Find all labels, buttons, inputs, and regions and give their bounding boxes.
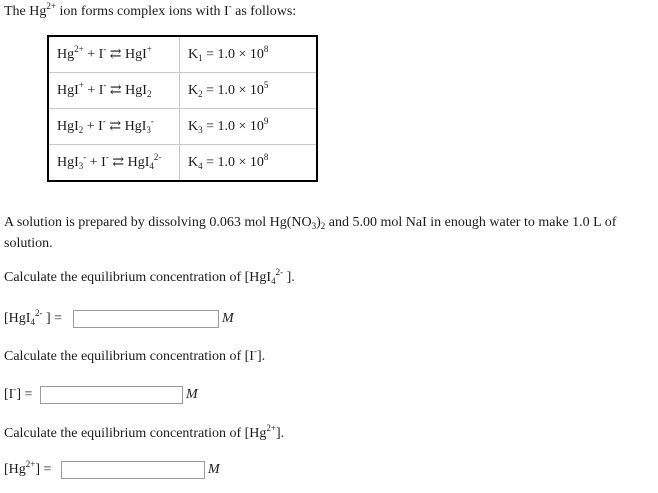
problem-statement: A solution is prepared by dissolving 0.063 mol $Hg(NO_3)_2$ and 5.00 mol NaI in enough water to make 1.0 L of solution. (4, 215, 617, 251)
equilibrium-table (47, 35, 318, 182)
equilibrium-row (48, 145, 317, 182)
unit-molarity: M (208, 462, 220, 477)
answer-input-iodide[interactable] (40, 386, 183, 404)
question-hg-prompt: Calculate the equilibrium concentration of $[Hg^{2+}]$. (4, 423, 285, 441)
k-value-cell: $K_2 = 1.0 \times 10^5$ (180, 73, 318, 109)
answer-input-hg[interactable] (61, 461, 205, 479)
k-value-cell: $K_1 = 1.0 \times 10^8$ (180, 36, 318, 73)
intro-text: The $Hg^{2+}$ ion forms complex ions with I- as follows: (4, 1, 297, 19)
reaction-cell: HgI$_2$ + I- ⇄ HgI$_3$- (48, 109, 180, 145)
k-value-cell: $K_4 = 1.0 \times 10^8$ (180, 145, 318, 182)
equilibrium-row (48, 109, 317, 145)
reaction-cell: $Hg^{2+} + I^-$ ⇄ HgI+ (48, 36, 180, 73)
answer-input-hgi4[interactable] (73, 310, 219, 328)
unit-molarity: M (222, 311, 234, 326)
question-hgi4-prompt: Calculate the equilibrium concentration of [HgI$_4^{2-}$ ]. (4, 267, 295, 286)
k-value-cell: $K_3 = 1.0 \times 10^9$ (180, 109, 318, 145)
question-iodide-prompt: Calculate the equilibrium concentration of [I-]. (4, 346, 266, 364)
reaction-cell: HgI+ + I- ⇄ HgI$_2$ (48, 73, 180, 109)
answer-label-hg: $[Hg^{2+}]$ = (4, 459, 52, 477)
equilibrium-row (48, 73, 317, 109)
unit-molarity: M (186, 387, 198, 402)
reaction-cell: HgI$_3$- + I- ⇄ HgI$_4^{2-}$ (48, 145, 180, 182)
equilibrium-row (48, 36, 317, 73)
answer-label-iodide: [I-] = (4, 384, 33, 402)
answer-label-hgi4: [HgI$_4^{2-}$ ] = (4, 308, 62, 327)
